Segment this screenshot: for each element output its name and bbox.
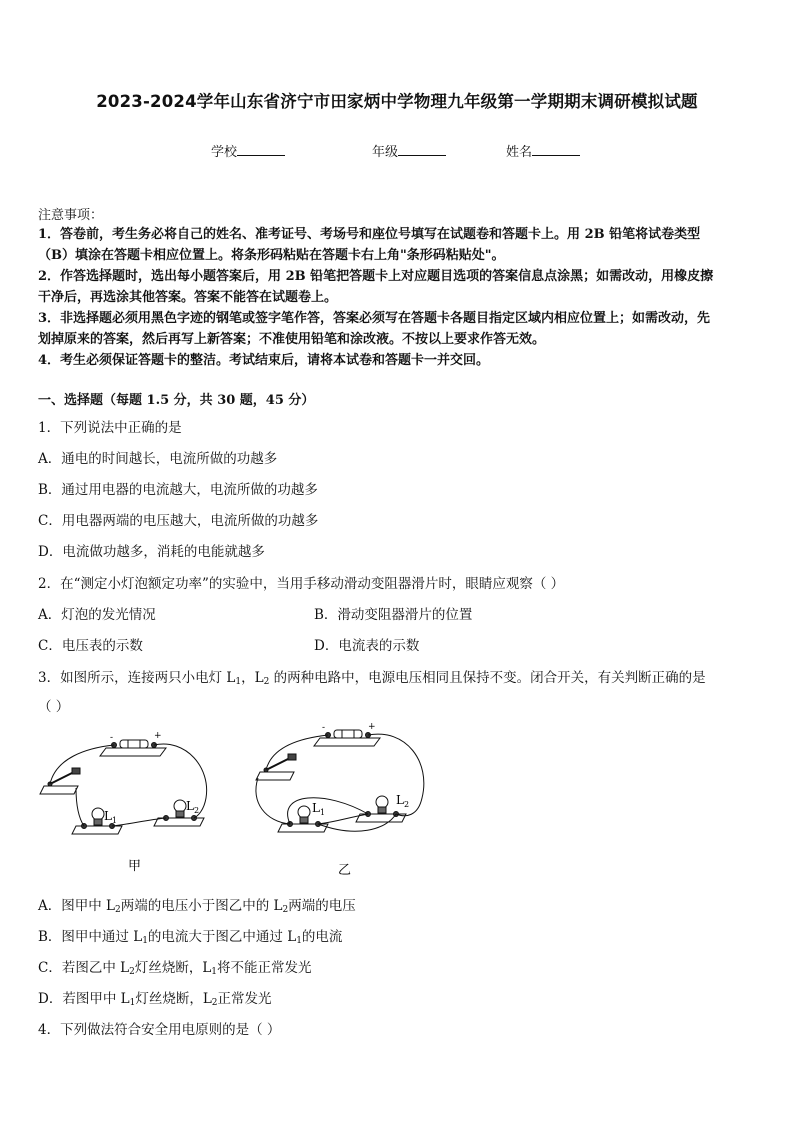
subscript: 1	[142, 936, 148, 946]
q3-option-a	[38, 894, 356, 915]
q3-option-d	[38, 987, 272, 1008]
q3-stem-part: ，L	[241, 670, 264, 686]
subscript: 1	[235, 677, 242, 687]
lamp-l2-sub: 2	[194, 806, 200, 815]
subscript: 2	[115, 905, 121, 915]
grade-blank	[398, 143, 446, 156]
q2-option-b: B．滑动变阻器滑片的位置	[314, 607, 473, 623]
notice-3b: 划掉原来的答案，然后再写上新答案；不准使用铅笔和涂改液。不按以上要求作答无效。	[38, 332, 546, 347]
lamp-l2-label: L	[396, 793, 404, 807]
q1-stem: 1．下列说法中正确的是	[38, 420, 182, 436]
notice-2b: 干净后，再选涂其他答案。答案不能答在试题卷上。	[38, 290, 338, 305]
subscript: 1	[211, 967, 218, 977]
notice-heading: 注意事项：	[38, 208, 104, 223]
q3-option-d-text: 灯丝烧断，L	[135, 991, 212, 1007]
lamp-l1-sub: 1	[112, 816, 118, 825]
q1-option-d: D．电流做功越多，消耗的电能就越多	[38, 544, 265, 560]
q2-option-c: C．电压表的示数	[38, 638, 143, 654]
name-label: 姓名	[506, 145, 533, 160]
q2-option-a: A．灯泡的发光情况	[38, 607, 156, 623]
q3-option-c	[38, 956, 312, 977]
circuit-figure-yi	[246, 722, 436, 882]
q1-option-c: C．用电器两端的电压越大，电流所做的功越多	[38, 513, 319, 529]
q3-stem	[38, 666, 706, 687]
q3-option-b-text: 的电流大于图乙中通过 L	[147, 929, 297, 945]
q3-option-b	[38, 925, 342, 946]
page-title: 2023-2024学年山东省济宁市田家炳中学物理九年级第一学期期末调研模拟试题	[96, 92, 698, 111]
q3-option-c-text: 灯丝烧断，L	[134, 960, 212, 976]
q3-option-b-text: 的电流	[301, 929, 343, 945]
notice-1a: 1．答卷前，考生务必将自己的姓名、准考证号、考场号和座位号填写在试题卷和答题卡上。用 2B 铅笔将试卷类型	[38, 227, 701, 242]
q3-stem-part: 3．如图所示，连接两只小电灯 L	[38, 670, 236, 686]
subscript: 2	[263, 677, 270, 687]
q2-stem: 2．在“测定小灯泡额定功率”的实验中，当用手移动滑动变阻器滑片时，眼睛应观察（ ）	[38, 576, 565, 592]
notice-3a: 3．非选择题必须用黑色字迹的钢笔或签字笔作答，答案必须写在答题卡各题目指定区域内相应位置上；如需改动，先	[38, 311, 711, 326]
name-blank	[532, 143, 580, 156]
q3-option-d-text: D．若图甲中 L	[38, 991, 130, 1007]
q3-option-a-text: 两端的电压小于图乙中的 L	[120, 898, 283, 914]
lamp-l1-sub: 1	[320, 808, 326, 817]
notice-2a: 2．作答选择题时，选出每小题答案后，用 2B 铅笔把答题卡上对应题目选项的答案信息点涂黑；如需改动，用橡皮擦	[38, 269, 714, 284]
battery-minus-label: -	[110, 733, 114, 743]
lamp-l2-sub: 2	[404, 800, 410, 809]
q3-option-a-text: 两端的电压	[288, 898, 356, 914]
subscript: 2	[282, 905, 289, 915]
section-heading: 一、选择题（每题 1.5 分，共 30 题，45 分）	[38, 393, 315, 408]
lamp-l2-label: L	[186, 799, 194, 813]
battery-plus-label: +	[368, 722, 376, 732]
q3-option-c-text: C．若图乙中 L	[38, 960, 130, 976]
q3-option-a-text: A．图甲中 L	[38, 898, 116, 914]
q1-option-a: A．通电的时间越长，电流所做的功越多	[38, 451, 278, 467]
grade-label: 年级	[372, 145, 399, 160]
school-blank	[237, 143, 285, 156]
q3-option-b-text: B．图甲中通过 L	[38, 929, 143, 945]
notice-4: 4．考生必须保证答题卡的整洁。考试结束后，请将本试卷和答题卡一并交回。	[38, 353, 490, 368]
battery-minus-label: -	[322, 723, 326, 733]
q3-paren: （ ）	[38, 699, 70, 715]
school-label: 学校	[211, 145, 238, 160]
figure-yi-caption: 乙	[338, 863, 352, 878]
battery-plus-label: +	[154, 731, 162, 741]
subscript: 2	[129, 967, 135, 977]
subscript: 1	[296, 936, 302, 946]
grade-field	[372, 141, 446, 160]
circuit-figure-jia	[36, 728, 221, 878]
q4-stem: 4．下列做法符合安全用电原则的是（ ）	[38, 1022, 281, 1038]
q3-stem-part: 的两种电路中，电源电压相同且保持不变。闭合开关，有关判断正确的是	[269, 670, 706, 686]
q1-option-b: B．通过用电器的电流越大，电流所做的功越多	[38, 482, 318, 498]
school-field	[211, 141, 285, 160]
q3-option-d-text: 正常发光	[217, 991, 272, 1007]
q3-option-c-text: 将不能正常发光	[217, 960, 312, 976]
figure-jia-caption: 甲	[128, 859, 142, 874]
q2-option-d: D．电流表的示数	[314, 638, 420, 654]
name-field	[506, 141, 580, 160]
lamp-l1-label: L	[312, 801, 320, 815]
subscript: 2	[211, 998, 218, 1008]
notice-1b: （B）填涂在答题卡相应位置上。将条形码粘贴在答题卡右上角"条形码粘贴处"。	[38, 248, 505, 263]
subscript: 1	[129, 998, 136, 1008]
lamp-l1-label: L	[104, 809, 112, 823]
